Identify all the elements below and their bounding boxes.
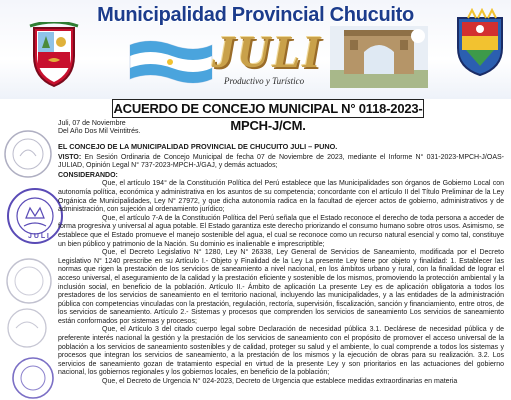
council-heading: EL CONCEJO DE LA MUNICIPALIDAD PROVINCIAL DE CHUCUITO JULI – PUNO. [58, 142, 338, 151]
paragraph: Que, el artículo 194° de la Constitución Política del Perú establece que las Municipalidades son órganos de Gobierno Local con autonomía política, económica y administrativa en los asuntos de su competencia; concordante con el artículo II del Título Preliminar de la Ley Orgánica de Municipalidades, Ley N° 27972, y que dicha autonomía radica en la facultad de ejercer actos de gobierno, administrativos y de administración, con sujeción al ordenamiento jurídico; [58, 180, 504, 214]
official-stamp-icon [4, 256, 54, 306]
visto-text: En Sesión Ordinaria de Concejo Municipal de fecha 07 de Noviembre de 2023, mediante el Informe N° 031-2023-MPCH-J/OAS-JULIAD, Opinión Legal N° 737-2023-MPCH-J/GAJ, y demás actuados; [58, 153, 504, 170]
visto-label: VISTO: [58, 153, 82, 161]
slogan: Productivo y Turístico [224, 76, 305, 86]
province-flag-icon [128, 37, 214, 87]
official-stamp-icon [2, 128, 54, 180]
municipality-title: Municipalidad Provincial Chucuito [97, 4, 414, 26]
official-stamp-icon [2, 306, 52, 350]
paragraph: Que, el Decreto de Urgencia N° 024-2023, Decreto de Urgencia que establece medidas extraordinarias en materia [102, 378, 458, 386]
paragraph: Que, el Decreto Legislativo N° 1280, Ley N° 26338, Ley General de Servicios de Saneamiento, modificada por el Decreto Legislativo N° 1240 prescribe en su Artículo I.- Objeto y Finalidad de la Ley La presente Ley tiene por objeto y finalidad: 1. Establecer las normas que rigen la prestación de los servicios de saneamiento a nivel nacional, en los ámbitos urbano y rural, con la finalidad de lograr el acceso universal, el aseguramiento de la calidad y la prestación eficiente y sostenible de los mismos, promoviendo la protección ambiental y la inclusión social, en beneficio de la población. Artículo II.- Ámbito de aplicación La presente Ley es de aplicación obligatoria a todos los prestadores de los servicios de saneamiento en el territorio nacional, incluyendo las municipalidades, y a las entidades de la administración pública con competencias vinculadas con la prestación, regulación, rectoría, supervisión, fiscalización, sanción y financiamiento, entre otros, de los servicios de saneamiento. Artículo 2.- Sistemas y procesos que comprenden los servicios de saneamiento Los servicios de saneamiento están conformados por sistemas y procesos; [58, 249, 504, 325]
juli-logo-icon: JULI [212, 26, 323, 77]
stone-arch-icon [330, 26, 428, 88]
paragraph: Que, el artículo 7-A de la Constitución Política del Perú señala que el Estado reconoce el derecho de toda persona a acceder de forma progresiva y universal al agua potable. El Estado garantiza este derecho priorizando el consumo humano sobre otros usos. Asimismo, se establece que el Estado promueve el manejo sostenible del agua, el cual se reconoce como un recurso natural esencial y como tal, constituye un bien público y patrimonio de la Nación. Su dominio es inalienable e imprescriptible; [58, 214, 504, 248]
header-banner [0, 0, 511, 99]
document-body [58, 120, 504, 387]
year-motto: Del Año Dos Mil Veintitrés. [58, 128, 141, 135]
place-date: Juli, 07 de Noviembre [58, 120, 126, 127]
official-stamp-icon [4, 186, 66, 246]
visto-paragraph [58, 154, 504, 171]
official-stamp-icon [8, 354, 58, 400]
provincial-shield-icon [452, 8, 508, 76]
considerando-label: CONSIDERANDO: [58, 171, 118, 179]
peru-coat-of-arms-icon [28, 22, 80, 88]
paragraph: Que, el Artículo 3 del citado cuerpo legal sobre Declaración de necesidad pública 3.1. Declárese de necesidad pública y de preferente interés nacional la gestión y la prestación de los servicios de saneamiento con el propósito de promover el acceso universal de la población a los servicios de saneamiento sostenibles y de calidad, proteger su salud y el ambiente, lo cual comprende a todos los sistemas y procesos que integran los servicios de saneamiento, a la prestación de los mismos y la ejecución de obras para su realización. 3.2. Los servicios de saneamiento gozan de tratamiento especial en virtud de la presente Ley y son prioritarios en las actuaciones del gobierno nacional, los gobiernos regionales y los gobiernos locales, en beneficio de la población; [58, 326, 504, 377]
act-title: ACUERDO DE CONCEJO MUNICIPAL N° 0118-2023-MPCH-J/CM. [113, 101, 423, 133]
svg-text:J U L I: J U L I [28, 233, 49, 240]
